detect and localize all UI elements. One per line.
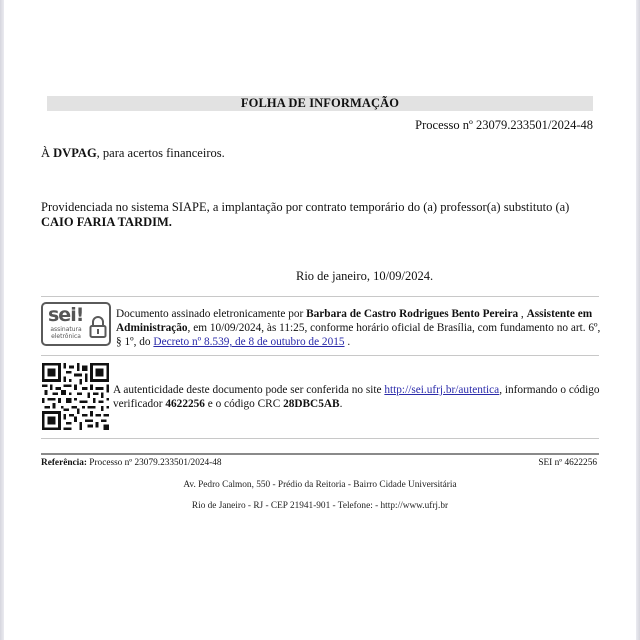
addressee-prefix: À: [41, 146, 54, 160]
authentication-link[interactable]: http://sei.ufrj.br/autentica: [384, 384, 500, 396]
authenticity-statement: [113, 383, 603, 411]
sei-number: SEI nº 4622256: [538, 458, 597, 468]
divider-footer: [41, 453, 599, 455]
sei-logo-sub-1: assinatura: [50, 326, 82, 333]
crc-label: e o código CRC: [204, 398, 284, 410]
reference-label: Referência:: [41, 458, 87, 468]
place-date: Rio de janeiro, 10/09/2024.: [296, 269, 434, 283]
body-text: Providenciada no sistema SIAPE, a implantação por contrato temporário do (a) professor(a) substituto (a): [41, 200, 570, 214]
signature-prefix: Documento assinado eletronicamente por: [116, 308, 307, 320]
sei-logo-word: sei!: [48, 304, 84, 326]
document-title: FOLHA DE INFORMAÇÃO: [47, 96, 593, 111]
signer-role: Assistente em Administração: [116, 308, 593, 334]
process-number: Processo nº 23079.233501/2024-48: [415, 118, 593, 132]
signature-statement: [116, 307, 602, 349]
divider-signature-top: [41, 296, 599, 297]
signature-end: .: [344, 336, 351, 348]
signature-details: , em 10/09/2024, às 11:25, conforme horário oficial de Brasília, com fundamento no art. 6º, § 1º, do: [116, 322, 601, 348]
sei-signature-logo: [41, 302, 111, 346]
addressee-line: [41, 146, 225, 161]
sei-logo-subtitle: [47, 326, 85, 340]
auth-end: .: [339, 398, 343, 410]
padlock-icon: [89, 316, 107, 338]
body-paragraph: [41, 200, 581, 230]
verifier-code: 4622256: [165, 398, 205, 410]
divider-signature-bottom: [41, 355, 599, 356]
sei-logo-sub-2: eletrônica: [51, 333, 81, 340]
auth-prefix: A autenticidade deste documento pode ser conferida no site: [113, 384, 385, 396]
decree-link[interactable]: Decreto nº 8.539, de 8 de outubro de 2015: [153, 336, 345, 348]
reference-line: [41, 458, 222, 469]
address-line-2: Rio de Janeiro - RJ - CEP 21941-901 - Telefone: - http://www.ufrj.br: [191, 501, 449, 511]
address-line-1: Av. Pedro Calmon, 550 - Prédio da Reitoria - Bairro Cidade Universitária: [183, 480, 457, 490]
addressee-suffix: , para acertos financeiros.: [96, 146, 225, 160]
signer-name: Barbara de Castro Rodrigues Bento Pereira: [306, 308, 519, 320]
signature-separator: ,: [518, 308, 527, 320]
crc-code: 28DBC5AB: [283, 398, 340, 410]
divider-auth-bottom: [41, 438, 599, 439]
reference-value: Processo nº 23079.233501/2024-48: [86, 458, 222, 468]
page-edge-right: [636, 0, 640, 640]
professor-name: CAIO FARIA TARDIM.: [41, 215, 172, 229]
addressee-unit: DVPAG: [53, 146, 97, 160]
qr-code-icon: [42, 363, 109, 430]
page-edge-left: [0, 0, 4, 640]
auth-middle: , informando o código verificador: [113, 384, 600, 410]
